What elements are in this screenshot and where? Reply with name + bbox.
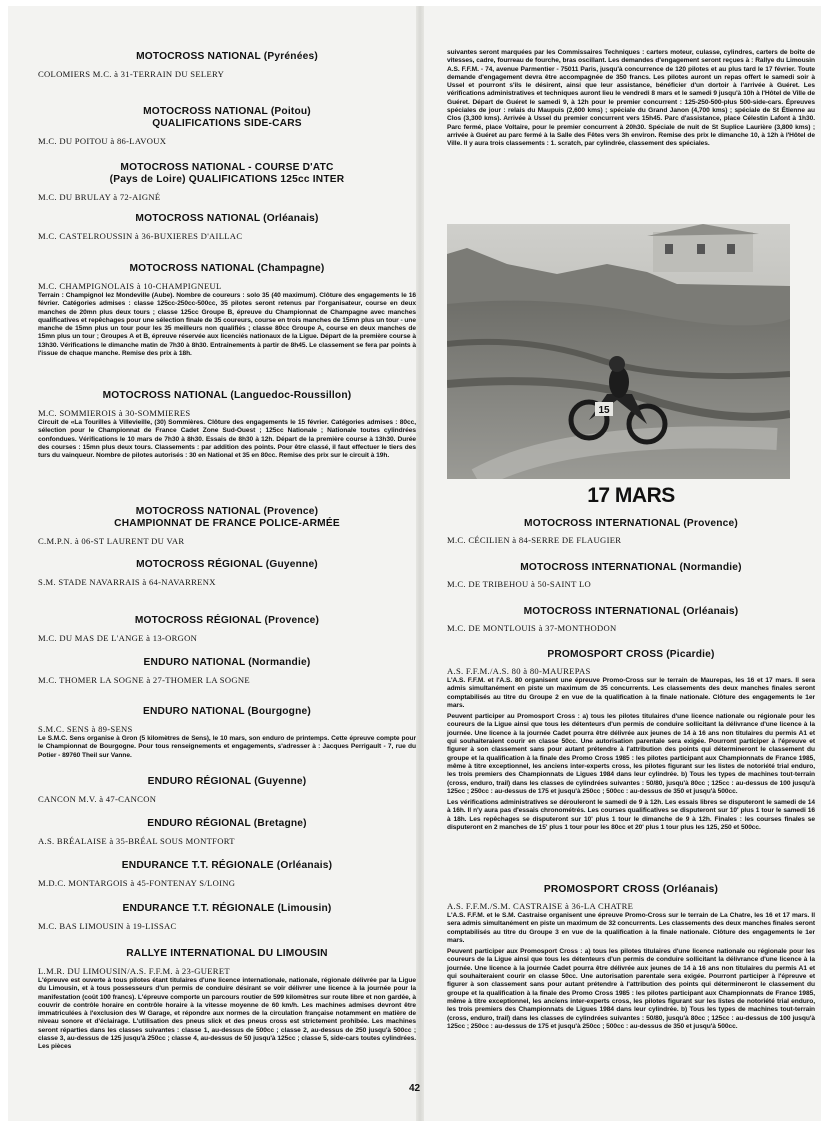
event-description: Circuit de «La Tourilles à Villevieille, (30) Sommières. Clôture des engagements le 15 février. Catégories admises : 80cc, sélection pour le Championnat de France Cadet Zone Sud-Ouest ; 125cc Nationale ; Nationale toutes cylindrées confondues. Vérifications le 10 mars de 7h30 à 8h30. Essais de 8h30 à 12h. Départ de la première course à 13h30. Durée des courses : 15mn plus deux tours. Classements : par addition des points. Pour être classé, il faut effectuer le tiers des turs du vainqueur. Nombre de pilotes autorisés : 30 en National et 35 en 80cc. Remise des prix sur le circuit à 19h. (38, 419, 416, 460)
event-title: MOTOCROSS NATIONAL - COURSE D'ATC (120, 162, 334, 173)
event-title: PROMOSPORT CROSS (Picardie) (547, 649, 715, 660)
event-block (38, 506, 416, 547)
event-title: MOTOCROSS INTERNATIONAL (Provence) (524, 518, 738, 529)
event-block (447, 606, 815, 634)
rallye-continued (447, 49, 815, 149)
event-block (447, 884, 815, 1031)
event-club: M.D.C. MONTARGOIS à 45-FONTENAY S/LOING (38, 878, 236, 888)
event-block (38, 51, 416, 80)
event-title: MOTOCROSS RÉGIONAL (Provence) (134, 615, 320, 626)
event-block (447, 518, 815, 546)
event-description: Le S.M.C. Sens organise à Gron (5 kilomètres de Sens), le 10 mars, son enduro de printemps. Cette épreuve compte pour le Championnat de Bourgogne. Pour tous renseignements et engagements, s'adresser à : Jacques Perrigault - 7, rue du Potier - 89760 Theil sur Vanne. (38, 735, 416, 759)
page-gutter (416, 6, 424, 1121)
event-description: Peuvent participer au Promosport Cross : a) tous les pilotes titulaires d'une licence nationale ou régionale pour les coureurs de la Ligue ainsi que tous les détenteurs d'un permis de conduire sollicitant la délivrance d'une licence à la journée. Une licence à la journée Cadet pourra être délivrée aux jeunes de 14 à 16 ans non titulaires du permis A1 et qui souhaiteraient courir en classe 50cc. Une autorisation parentale sera exigée. Pourront participer à l'épreuve et figurer à son classement sans pour autant prétendre à l'attribution des points qui détermineront le classement du groupe et la qualification à la finale des Promo Cross 1985 : les pilotes participant aux Championnats de France 1985, même à titre exceptionnel, les anciens inter-experts cross, les pilotes figurant sur les listes de notoriété trial enduro, les trois premiers des Championnats de Ligues 1984 dans leur cylindrée. b) Tous les types de machines tout-terrain (cross, enduro, trail) dans les classes de cylindrées suivantes : 50/80, jusqu'à 80cc ; 125cc : au-dessus de 100 jusqu'à 125cc ; 250cc : au-dessus de 175 et jusqu'à 250cc ; 500cc : au-dessus de 350 et jusqu'à 500cc. (447, 713, 815, 795)
event-club: CANCON M.V. à 47-CANCON (38, 794, 157, 804)
event-club: M.C. DU MAS DE L'ANGE à 13-ORGON (38, 633, 198, 643)
event-description: L'A.S. F.F.M. et le S.M. Castraise organisent une épreuve Promo-Cross sur le terrain de La Chatre, les 16 et 17 mars. Il sera admis simultanément en piste un maximum de 32 concurrents. Les classements des deux manches finales seront comptabilisés au titre du Groupe 3 en vue de la qualification à la finale nationale. Clôture des engagements le 1er mars. (447, 912, 815, 944)
event-block (38, 903, 416, 932)
event-club: C.M.P.N. à 06-ST LAURENT DU VAR (38, 536, 185, 546)
date-heading: 17 MARS (587, 484, 675, 507)
event-subtitle: QUALIFICATIONS SIDE-CARS (152, 118, 302, 129)
event-subtitle: (Pays de Loire) QUALIFICATIONS 125cc INTER (109, 174, 345, 185)
event-block (38, 776, 416, 805)
event-title: MOTOCROSS NATIONAL (Poitou) (143, 106, 311, 117)
event-description: suivantes seront marquées par les Commissaires Techniques : carters moteur, culasse, cylindres, carters de boîte de vitesses, cadre, fourreau de fourche, bras oscillant. Les demandes d'engagement seront reçues à : Rallye du Limousin A.S. F.F.M. - 74, avenue Parmentier - 75011 Paris, jusqu'à concurrence de 120 pilotes et au plus tard le 17 février. Toute demande d'engagement devra être accompagnée de 350 francs. Les pilotes auront un repas offert le samedi soir à Ussel et pourront s'ils le désirent, ainsi que leur assistance, bénéficier d'un dortoir à l'arrivée à Guéret. Les vérifications administratives et techniques auront lieu le vendredi 8 mars et le samedi 9 jusqu'à 10h à l'Hôtel de Ville de Guéret. Départ de Guéret le samedi 9, à 12h pour le premier concurrent : 125-250-500-plus 500-side-cars. Épreuves spéciales de jour : relais du Maupuis (2,600 kms) ; spéciale du Grand Janon (4,700 kms) ; spéciale de St Étienne au Clos (3,300 kms). Arrivée à Ussel du premier concurrent vers 15h45. Parc d'assistance, place Célestin Lafont à 1h30. Parc fermé, place Voltaire, pour le premier concurrent à 20h30. Spéciale de nuit de St Suplice Laurière (3,800 kms) ; arrivée à Guéret au parc fermé à la Salle des Fêtes vers 3h environ. Remise des prix le dimanche 10, à 12h à l'Hôtel de Ville. Il y aura trois classements : 1. scratch, par cylindrée, classement des spéciales. (447, 49, 815, 148)
event-club: M.C. SOMMIEROIS à 30-SOMMIERES (38, 408, 191, 418)
page-number: 42 (408, 1083, 421, 1094)
event-title: ENDURO RÉGIONAL (Bretagne) (147, 818, 307, 829)
event-club: A.S. BRÉALAISE à 35-BRÉAL SOUS MONTFORT (38, 836, 235, 846)
event-club: M.C. CÉCILIEN à 84-SERRE DE FLAUGIER (447, 535, 622, 545)
event-description: Les vérifications administratives se dérouleront le samedi de 9 à 12h. Les essais libres se disputeront le samedi de 14 à 16h. Il n'y aura pas d'essais chronométrés. Les courses qualificatives se disputeront sur 10' plus 1 tour le samedi 16 à 18h. Les repêchages se disputeront sur 10' plus 1 tour le dimanche de 9 à 12h. Finales : les courses finales se disputeront en 2 manches de 15' plus 1 tour pour les 80cc et 20' plus 1 tour plus les 125, 250 et 500cc. (447, 799, 815, 832)
event-title: RALLYE INTERNATIONAL DU LIMOUSIN (126, 948, 328, 959)
motocross-photo (447, 224, 790, 479)
event-club: M.C. DU BRULAY à 72-AIGNÉ (38, 192, 161, 202)
event-block (38, 263, 416, 358)
event-block (38, 706, 416, 760)
event-title: ENDURANCE T.T. RÉGIONALE (Orléanais) (121, 860, 333, 871)
event-club: M.C. BAS LIMOUSIN à 19-LISSAC (38, 921, 177, 931)
event-club: A.S. F.F.M./S.M. CASTRAISE à 36-LA CHATRE (447, 901, 634, 911)
event-club: M.C. CHAMPIGNOLAIS à 10-CHAMPIGNEUL (38, 281, 222, 291)
event-title: MOTOCROSS INTERNATIONAL (Orléanais) (523, 606, 739, 617)
event-title: ENDURANCE T.T. RÉGIONALE (Limousin) (122, 903, 332, 914)
event-club: M.C. DU POITOU à 86-LAVOUX (38, 136, 167, 146)
event-title: MOTOCROSS NATIONAL (Languedoc-Roussillon) (102, 390, 352, 401)
event-block (38, 860, 416, 889)
event-description: L'épreuve est ouverte à tous pilotes étant titulaires d'une licence internationale, nationale, régionale délivrée par la Ligue du Limousin, et à tous possesseurs d'un permis de conduire désirant se voir délivrer une licence à la journée pour la manifestation (coût 100 francs). L'épreuve comporte un parcours routier de 599 kilomètres sur route libre et non gardée, à couvrir de contrôle horaire en contrôle horaire à la vitesse moyenne de 60 km/h. Les machines admises devront être immatriculées à l'exclusion des W Garage, et répondre aux normes de la circulation française notamment en matière de niveau sonore et d'éclairage. L'utilisation des pneus slick et des pneus cross est strictement prohibée. Les machines seront réparties dans les classes suivantes : classe 1, au-dessus de 500cc ; classe 2, au-dessus de 250 jusqu'à 500cc ; classe 3, au-dessus de 125 jusqu'à 250cc ; classe 4, au-dessus de 50 jusqu'à 125cc ; classe 5, side-cars toutes cylindrées. Les pièces (38, 977, 416, 1051)
event-block (38, 657, 416, 686)
event-title: MOTOCROSS NATIONAL (Champagne) (129, 263, 325, 274)
event-club: COLOMIERS M.C. à 31-TERRAIN DU SELERY (38, 69, 225, 79)
event-description: L'A.S. F.F.M. et l'A.S. 80 organisent une épreuve Promo-Cross sur le terrain de Maurepas, les 16 et 17 mars. Il sera admis simultanément en piste un maximum de 35 concurrents. Les classements des deux manches finales seront comptabilisés au titre du Groupe 2 en vue de la qualification à la finale nationale. Clôture des engagements le 1er mars. (447, 677, 815, 709)
event-title: ENDURO NATIONAL (Normandie) (143, 657, 311, 668)
event-title: PROMOSPORT CROSS (Orléanais) (543, 884, 719, 895)
event-title: ENDURO RÉGIONAL (Guyenne) (147, 776, 307, 787)
event-club: M.C. CASTELROUSSIN à 36-BUXIERES D'AILLAC (38, 231, 243, 241)
event-description: Terrain : Champignol lez Mondeville (Aube). Nombre de coureurs : solo 35 (40 maximum). Clôture des engagements le 16 février. Catégories admises : classe 125cc-250cc-500cc, 35 pilotes seront retenus par l'organisateur, course en deux manches de 20mn plus deux tours ; classe 125cc Groupe B, épreuve du Championnat de Champagne avec manches qualificatives et repêchages pour une sélection finale de 35 coureurs, course en trois manches de 15mn plus un tour - une manche de 15mn plus un tour pour les 35 meilleurs non qualifiés ; classe 80cc Groupe A, course en deux manches de 15mn plus un tour ; Groupes A et B, épreuve réservée aux licenciés nationaux de la Ligue. Départ de la première course à 13h30. Vérifications le dimanche matin de 7h30 à 8h30. Entraînements à partir de 8h45. Le classement se fera par points à l'issue de chaque manche. Remise des prix à 18h. (38, 292, 416, 358)
event-block (38, 818, 416, 847)
event-title: ENDURO NATIONAL (Bourgogne) (142, 706, 311, 717)
event-block (38, 162, 416, 203)
event-description: Peuvent participer aux Promosport Cross : a) tous les pilotes titulaires d'une licence nationale ou régionale pour les coureurs de la Ligue ainsi que tous les détenteurs d'un permis de conduire sollicitant la délivrance d'une licence à la journée. Une licence à la journée Cadet pourra être délivrée aux jeunes de 14 à 16 ans non titulaires du permis A1 et qui souhaiteraient courir en classe 50cc. Une autorisation parentale sera exigée. Pourront participer à l'épreuve et figurer à son classement sans pour autant prétendre à l'attribution des points qui détermineront le classement du groupe et la qualification à la finale des Promo Cross 1985 : les pilotes participant aux Championnats de France 1985, même à titre exceptionnel, les anciens inter-experts cross, les pilotes figurant sur les listes de notoriété trial enduro, les trois premiers des Championnats de Ligues 1984 dans leur cylindrée. b) Tous les types de machines tout-terrain (cross, enduro, trail) dans les classes de cylindrées suivantes : 50/80, jusqu'à 80cc ; 125cc : au-dessus de 100 jusqu'à 125cc ; 250cc : au-dessus de 175 et jusqu'à 250cc ; 500cc : au-dessus de 350 et jusqu'à 500cc. (447, 948, 815, 1030)
event-title: MOTOCROSS INTERNATIONAL (Normandie) (520, 562, 742, 573)
event-block (38, 559, 416, 588)
rider-number: 15 (598, 405, 610, 416)
event-block (447, 562, 815, 590)
event-club: S.M.C. SENS à 89-SENS (38, 724, 133, 734)
event-block (38, 213, 416, 242)
event-subtitle: CHAMPIONNAT DE FRANCE POLICE-ARMÉE (114, 518, 340, 529)
magazine-page (8, 6, 821, 1121)
event-title: MOTOCROSS NATIONAL (Pyrénées) (136, 51, 318, 62)
event-title: MOTOCROSS NATIONAL (Provence) (135, 506, 319, 517)
photo-illustration (447, 224, 790, 479)
event-block (38, 390, 416, 460)
event-title: MOTOCROSS NATIONAL (Orléanais) (135, 213, 319, 224)
event-club: M.C. DE TRIBEHOU à 50-SAINT LO (447, 579, 592, 589)
event-block (38, 106, 416, 147)
event-block (38, 948, 416, 1052)
event-block (38, 615, 416, 644)
event-club: M.C. THOMER LA SOGNE à 27-THOMER LA SOGNE (38, 675, 250, 685)
event-block (447, 649, 815, 832)
event-club: L.M.R. DU LIMOUSIN/A.S. F.F.M. à 23-GUERET (38, 966, 230, 976)
event-club: M.C. DE MONTLOUIS à 37-MONTHODON (447, 623, 617, 633)
event-club: A.S. F.F.M./A.S. 80 à 80-MAUREPAS (447, 666, 591, 676)
event-club: S.M. STADE NAVARRAIS à 64-NAVARRENX (38, 577, 216, 587)
event-title: MOTOCROSS RÉGIONAL (Guyenne) (136, 559, 318, 570)
